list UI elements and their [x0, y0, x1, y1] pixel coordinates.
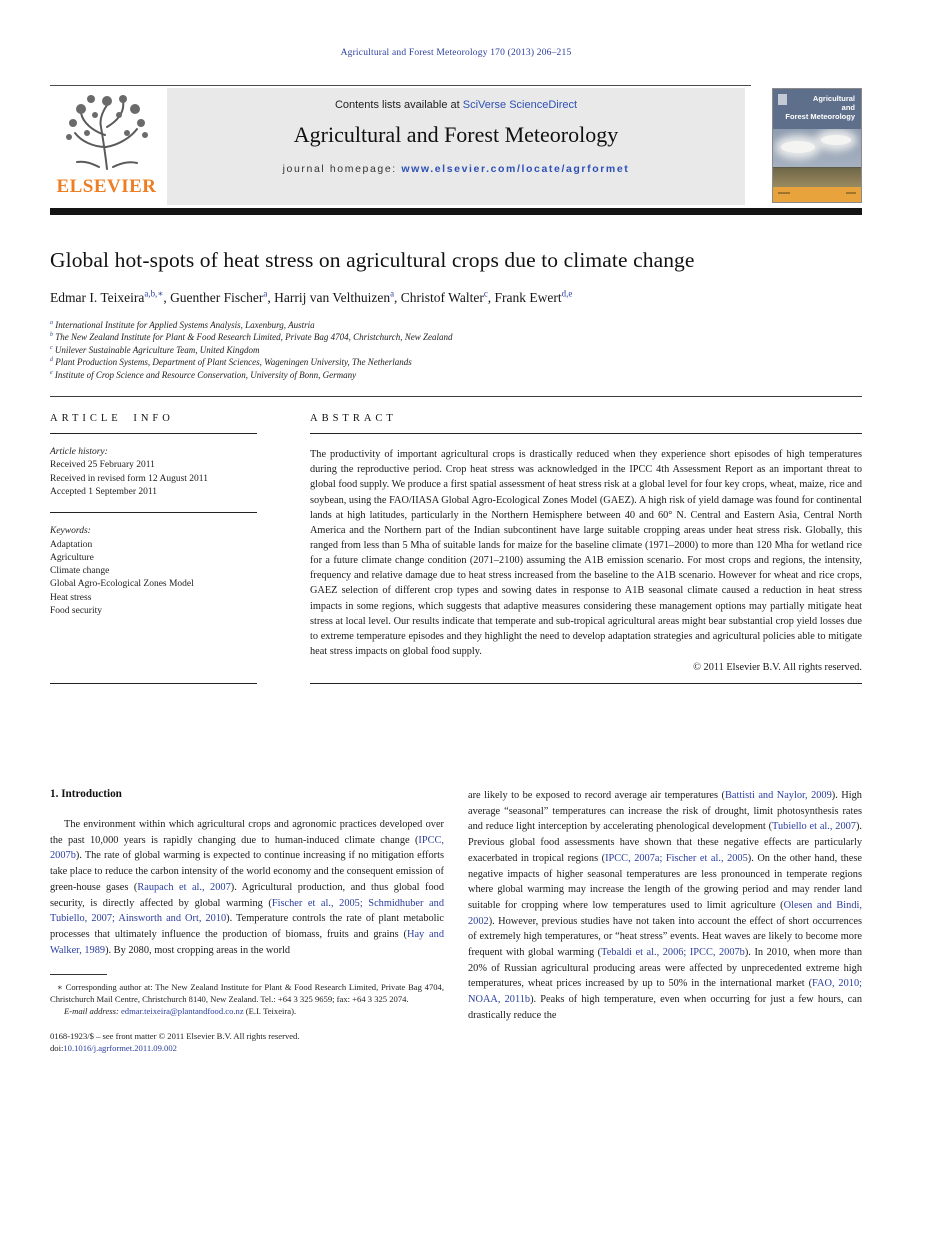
inline-link[interactable]: FAO, 2010; NOAA, 2011b [468, 978, 862, 1006]
front-matter-divider [50, 396, 862, 397]
homepage-line [167, 163, 745, 175]
history-entry: Received 25 February 2011 [50, 460, 155, 471]
header-divider [50, 85, 751, 86]
heading-underline [310, 433, 862, 434]
inline-link[interactable]: 10.1016/j.agrformet.2011.09.002 [63, 1042, 177, 1053]
text-segment: , Harrij van Velthuizen [267, 290, 391, 305]
text-segment: E-mail address: [64, 1006, 121, 1017]
elsevier-wordmark: ELSEVIER [56, 176, 157, 197]
column-gutter [444, 788, 468, 1055]
journal-title: Agricultural and Forest Meteorology [293, 122, 619, 147]
cover-band-text-mark [846, 192, 856, 194]
text-segment: ). High average “seasonal” temperatures can increase the risk of drought, limit photosynthesis rates and reduce light interception by accelerating phenological development ( [468, 790, 862, 833]
text-segment: d [50, 357, 53, 364]
text-segment: Edmar I. Teixeira [50, 290, 145, 305]
text-segment: International Institute for Applied Systems Analysis, Laxenburg, Austria [52, 320, 315, 330]
text-segment: , Guenther Fischer [163, 290, 264, 305]
keywords-label: Keywords: [50, 526, 91, 537]
journal-cover-thumbnail[interactable] [772, 88, 862, 203]
text-segment: ). On the other hand, these negative impacts of higher seasonal temperatures are less pronounced in temperate regions where global warming may increase the length of the growing period and may render land suitable for cropping where low temperatures used to limit agriculture ( [468, 852, 862, 911]
article-history [50, 446, 257, 499]
abstract-column [310, 413, 862, 684]
text-segment: doi: [50, 1042, 64, 1053]
abstract-heading: ABSTRACT [310, 413, 397, 425]
cover-title-line: Agricultural [812, 94, 855, 103]
affiliation [50, 344, 862, 356]
cover-band-text-mark [778, 192, 790, 194]
keyword: Adaptation [50, 539, 93, 550]
issn-line: 0168-1923/$ – see front matter © 2011 Elsevier B.V. All rights reserved. [50, 1031, 300, 1042]
text-segment: ). The rate of global warming is expected to continue increasing if no mitigation efforts take place to reduce the carbon intensity of the world economy and the consequent emission of green-house gases ( [50, 850, 444, 893]
history-entry: Accepted 1 September 2011 [50, 486, 158, 497]
inline-link[interactable]: Tubiello et al., 2007 [772, 821, 856, 833]
affiliations [50, 319, 862, 381]
keywords-block [50, 525, 257, 618]
text-segment: , Christof Walter [394, 290, 484, 305]
keywords-divider [50, 512, 257, 513]
cover-orange-band [773, 187, 861, 202]
text-segment: ). By 2080, most cropping areas in the world [105, 944, 291, 956]
cover-sky-photo [773, 129, 861, 167]
inline-link[interactable]: Battisti and Naylor, 2009 [724, 790, 832, 801]
keyword: Global Agro-Ecological Zones Model [50, 579, 194, 590]
text-segment: b [50, 332, 53, 339]
keyword: Agriculture [50, 552, 94, 563]
info-abstract-section [50, 413, 862, 684]
text-segment: d,e [561, 288, 573, 299]
text-segment: The New Zealand Institute for Plant & Food Research Limited, Private Bag 4704, Christchurch, New Zealand [52, 332, 453, 343]
cloud-shape [781, 141, 815, 153]
email-address-line [50, 1006, 444, 1018]
footnote-divider [50, 974, 107, 975]
text-segment: a [390, 288, 395, 299]
doi-line [50, 1043, 444, 1055]
cover-title-line: and [841, 103, 855, 112]
contents-prefix: Contents lists available at [334, 99, 463, 111]
cover-title-line: Forest Meteorology [785, 112, 855, 121]
article-history-label: Article history: [50, 447, 108, 458]
copyright-line: © 2011 Elsevier B.V. All rights reserved. [693, 662, 862, 674]
front-matter [50, 215, 862, 684]
body-right-column [468, 788, 862, 1055]
author-line [50, 290, 862, 306]
intro-paragraph-left [50, 817, 444, 958]
text-segment: a,b,∗ [144, 288, 164, 299]
journal-citation-line: Agricultural and Forest Meteorology 170 (2013) 206–215 [340, 48, 572, 58]
elsevier-tree-icon [50, 89, 163, 175]
text-segment: Institute of Crop Science and Resource Conservation, University of Bonn, Germany [52, 369, 357, 380]
affiliation [50, 369, 862, 381]
inline-link[interactable]: Fischer et al., 2005; Schmidhuber and Tubiello, 2007; Ainsworth and Ort, 2010 [50, 897, 444, 925]
journal-header [50, 88, 862, 205]
text-segment: ). However, previous studies have not taken into account the effect of short occurrences of extremely high temperatures, or “heat stress” events. Heat waves are likely to become more frequent with global warming ( [468, 915, 862, 959]
text-segment: , Frank Ewert [487, 290, 562, 305]
sciencedirect-banner [167, 88, 745, 205]
inline-link[interactable]: edmar.teixeira@plantandfood.co.nz [120, 1006, 244, 1017]
affiliation [50, 331, 862, 343]
text-segment: ). Previous global food assessments have shown that these negative effects are particularly exacerbated in tropical regions ( [468, 821, 862, 864]
journal-homepage-link[interactable]: www.elsevier.com/locate/agrformet [401, 163, 630, 175]
text-segment: ). Temperature controls the rate of plant metabolic processes that ultimately influence the production of biomass, fruits and grains ( [50, 913, 445, 940]
cover-title-block [773, 89, 861, 129]
article-title: Global hot-spots of heat stress on agricultural crops due to climate change [50, 248, 695, 272]
history-entry: Received in revised form 12 August 2011 [50, 473, 208, 484]
text-segment: The environment within which agricultural crops and agronomic practices developed over the past 10,000 years is rapidly changing due to human-induced climate change ( [50, 819, 444, 846]
footnote-block [50, 974, 444, 1055]
inline-link[interactable]: Raupach et al., 2007 [137, 881, 231, 893]
cover-field-photo [773, 167, 861, 187]
affiliation [50, 356, 862, 368]
text-segment: Plant Production Systems, Department of Plant Sciences, Wageningen University, The Netherlands [52, 357, 412, 368]
text-segment: ). Agricultural production, and thus global food security, is directly affected by global warming ( [50, 881, 444, 909]
corresponding-author-note: ∗ Corresponding author at: The New Zealand Institute for Plant & Food Research Limited, Private Bag 4704, Christchurch Mail Centre, Christchurch 8140, New Zealand. Tel.: +64 3 325 9659; fax: +64 3 325 2074. [50, 982, 444, 1005]
header-thick-rule [50, 208, 862, 215]
contents-line [167, 99, 745, 111]
intro-paragraph-right [468, 788, 862, 1024]
text-segment: c [50, 344, 53, 351]
text-segment: Unilever Sustainable Agriculture Team, United Kingdom [52, 344, 260, 355]
inline-link[interactable]: Hay and Walker, 1989 [50, 928, 444, 956]
inline-link[interactable]: Olesen and Bindi, 2002 [468, 899, 862, 927]
cover-publisher-icon [778, 94, 787, 105]
sciverse-sciencedirect-link[interactable]: SciVerse ScienceDirect [462, 99, 578, 111]
heading-underline [50, 433, 257, 434]
text-segment: a [263, 288, 268, 299]
text-segment: c [483, 288, 488, 299]
article-info-heading: ARTICLE INFO [50, 413, 174, 425]
inline-link[interactable]: IPCC, 2007a; Fischer et al., 2005 [605, 852, 748, 864]
body-left-column [50, 788, 444, 1055]
elsevier-logo[interactable] [50, 89, 163, 204]
text-segment: e [50, 369, 53, 376]
keyword: Food security [50, 606, 102, 616]
abstract-text: The productivity of important agricultural crops is drastically reduced when they experience short episodes of high temperatures during the reproductive period. Crop heat stress was acknowledged in the IPCC 4th Assessment Report as an important threat to global food supply. We produce a first spatial assessment of heat stress risk at a global level for four key crops, wheat, maize, rice and soybean, using the FAO/IIASA Global Agro-Ecological Zones Model (GAEZ). A high risk of yield damage was found for continental lands at high latitudes, particularly in the Northern Hemisphere between 40 and 60° N. Central and Eastern Asia, Central North America and the Northern part of the Indian subcontinent have large suitable cropping areas under heat stress risk. Globally, this ranged from less than 5 Mha of suitable lands for maize for the baseline climate (1971–2000) to more than 120 Mha for wetland rice for a future climate change condition (2071–2100) assuming the A1B emission scenario. For most crops and regions, the intensity, frequency and relative damage due to heat stress increased from the baseline to the A1B scenario. However for wheat and rice crops, GAEZ selection of different crop types and sowing dates in response to A1B seasonal climate caused a reduction in heat stress impacts in some regions, which suggests that adaptive measures considering these management options may partially mitigate heat stress at local level. Our results indicate that temperate and sub-tropical agricultural areas might bear substantial crop yield losses due to extreme temperature episodes and they highlight the need to develop adaptation strategies and agricultural policies able to mitigate heat stress impacts on global food supply. [310, 449, 862, 658]
text-segment: (E.I. Teixeira). [243, 1006, 297, 1017]
article-body [50, 788, 862, 1055]
section-heading-introduction: 1. Introduction [50, 788, 122, 800]
text-segment: a [50, 320, 53, 326]
text-segment: are likely to be exposed to record average air temperatures ( [468, 790, 725, 801]
inline-link[interactable]: IPCC, 2007b [50, 834, 444, 862]
article-info-column [50, 413, 257, 684]
keyword: Heat stress [50, 592, 92, 603]
keyword: Climate change [50, 566, 110, 577]
text-segment: ). In 2010, when more than 20% of Russian agricultural producing areas were affected by unprecedented extreme high temperatures, wheat prices increased by up to 50% in the international market ( [468, 947, 862, 990]
affiliation [50, 319, 862, 331]
column-gap [257, 413, 310, 684]
text-segment: ). Peaks of high temperature, even when occurring for just a few hours, can drastically reduce the [468, 994, 862, 1021]
cloud-shape [821, 135, 851, 145]
homepage-prefix: journal homepage: [282, 163, 402, 175]
inline-link[interactable]: Tebaldi et al., 2006; IPCC, 2007b [601, 947, 745, 959]
